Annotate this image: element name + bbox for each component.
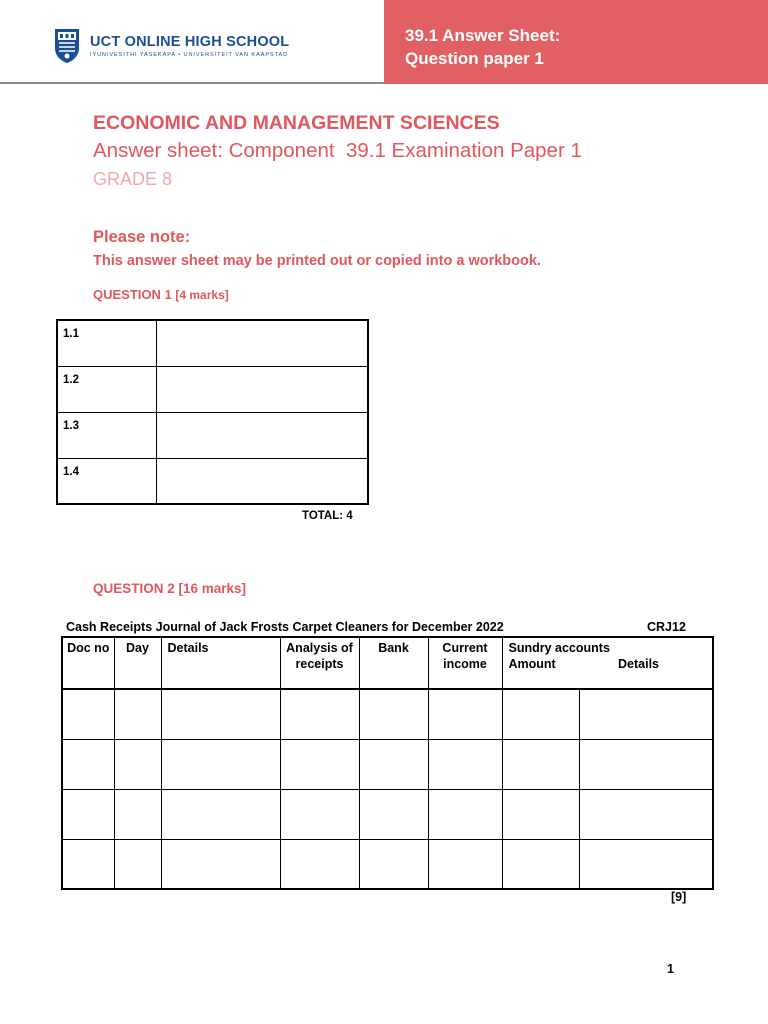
table-row (57, 458, 368, 504)
entry-cell[interactable] (62, 739, 114, 789)
column-sundry-accounts (502, 637, 713, 689)
entry-cell[interactable] (114, 689, 161, 739)
header-title-line2: Question paper 1 (405, 49, 544, 68)
question2-mark: [9] (671, 890, 687, 904)
entry-cell[interactable] (502, 789, 579, 839)
question1-marks: [4 marks] (175, 288, 229, 302)
entry-cell[interactable] (579, 789, 713, 839)
entry-cell[interactable] (114, 739, 161, 789)
question-number: 1.2 (57, 366, 156, 412)
entry-cell[interactable] (161, 689, 280, 739)
table-row (62, 739, 713, 789)
table-header-row (62, 637, 713, 689)
entry-cell[interactable] (579, 839, 713, 889)
column-doc-no: Doc no (62, 637, 114, 689)
answer-cell[interactable] (156, 458, 368, 504)
question1-title: QUESTION 1 (93, 287, 172, 302)
question-number: 1.3 (57, 412, 156, 458)
column-day: Day (114, 637, 161, 689)
entry-cell[interactable] (280, 839, 359, 889)
subject-title: ECONOMIC AND MANAGEMENT SCIENCES (93, 112, 500, 134)
note-text: This answer sheet may be printed out or copied into a workbook. (93, 253, 541, 269)
question-number: 1.1 (57, 320, 156, 366)
header-title-box (384, 0, 768, 84)
question1-total: TOTAL: 4 (302, 510, 353, 522)
entry-cell[interactable] (62, 839, 114, 889)
school-logo (54, 28, 289, 64)
entry-cell[interactable] (280, 789, 359, 839)
question1-answer-table (56, 319, 369, 505)
component-title: Answer sheet: Component 39.1 Examination Paper 1 (93, 139, 582, 162)
header-title-line1: 39.1 Answer Sheet: (405, 26, 561, 45)
column-bank: Bank (359, 637, 428, 689)
header-divider (0, 82, 384, 84)
entry-cell[interactable] (359, 739, 428, 789)
table-row (57, 320, 368, 366)
entry-cell[interactable] (579, 689, 713, 739)
entry-cell[interactable] (161, 739, 280, 789)
journal-caption: Cash Receipts Journal of Jack Frosts Carpet Cleaners for December 2022 (66, 620, 504, 634)
entry-cell[interactable] (502, 739, 579, 789)
entry-cell[interactable] (114, 789, 161, 839)
table-row (62, 689, 713, 739)
sundry-details-label: Details (618, 657, 659, 671)
entry-cell[interactable] (502, 839, 579, 889)
journal-code: CRJ12 (647, 620, 686, 634)
entry-cell[interactable] (579, 739, 713, 789)
entry-cell[interactable] (428, 789, 502, 839)
column-details: Details (161, 637, 280, 689)
page-header (0, 0, 768, 84)
entry-cell[interactable] (359, 839, 428, 889)
entry-cell[interactable] (161, 839, 280, 889)
entry-cell[interactable] (114, 839, 161, 889)
cash-receipts-journal-table (61, 636, 714, 890)
title-block (93, 110, 582, 192)
entry-cell[interactable] (428, 739, 502, 789)
entry-cell[interactable] (62, 789, 114, 839)
entry-cell[interactable] (502, 689, 579, 739)
table-row (62, 789, 713, 839)
question-number: 1.4 (57, 458, 156, 504)
entry-cell[interactable] (280, 689, 359, 739)
table-row (57, 412, 368, 458)
answer-cell[interactable] (156, 412, 368, 458)
entry-cell[interactable] (280, 739, 359, 789)
table-row (57, 366, 368, 412)
entry-cell[interactable] (359, 789, 428, 839)
note-heading: Please note: (93, 228, 191, 246)
entry-cell[interactable] (428, 839, 502, 889)
logo-title: UCT ONLINE HIGH SCHOOL (90, 34, 290, 50)
column-current-income: Current income (428, 637, 502, 689)
page-number: 1 (667, 962, 674, 976)
entry-cell[interactable] (359, 689, 428, 739)
sundry-amount-label: Amount (508, 657, 556, 671)
logo-subtitle: IYUNIVESITHI YASEKAPA • UNIVERSITEIT VAN KAAPSTAD (90, 52, 289, 58)
answer-cell[interactable] (156, 366, 368, 412)
column-analysis: Analysis of receipts (280, 637, 359, 689)
entry-cell[interactable] (161, 789, 280, 839)
entry-cell[interactable] (62, 689, 114, 739)
entry-cell[interactable] (428, 689, 502, 739)
sundry-accounts-label: Sundry accounts (508, 641, 610, 655)
question2-heading: QUESTION 2 [16 marks] (93, 581, 247, 596)
answer-cell[interactable] (156, 320, 368, 366)
note-block (93, 226, 541, 271)
grade-label: GRADE 8 (93, 169, 173, 189)
question1-heading (93, 287, 229, 302)
crest-icon (54, 28, 80, 64)
table-row (62, 839, 713, 889)
